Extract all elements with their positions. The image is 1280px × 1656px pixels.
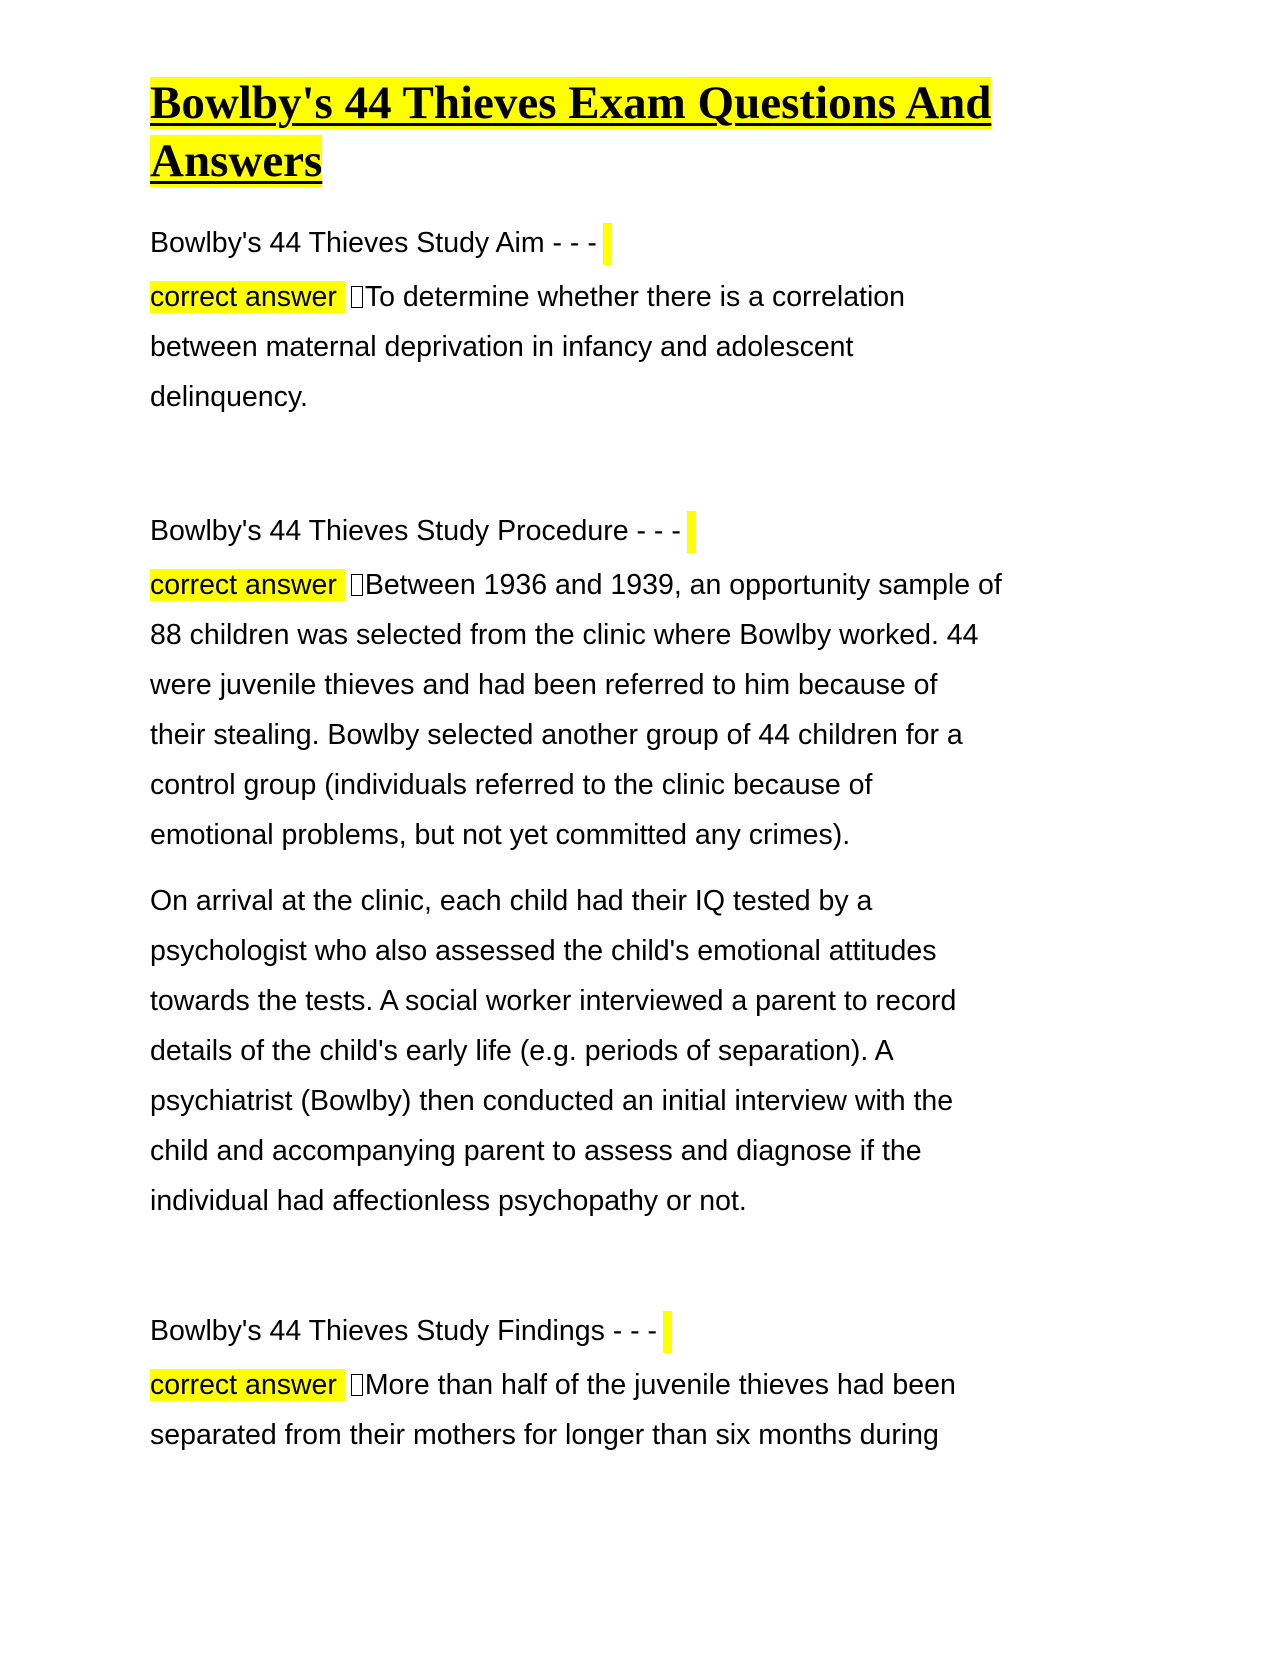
document-title	[150, 74, 991, 190]
answer-line: emotional problems, but not yet committed any crimes).	[150, 819, 851, 851]
question-text: Bowlby's 44 Thieves Study Findings - - -	[150, 1315, 658, 1347]
missing-glyph-icon	[351, 574, 363, 596]
answer-line: control group (individuals referred to the clinic because of	[150, 769, 873, 801]
paragraph-line: On arrival at the clinic, each child had their IQ tested by a	[150, 885, 873, 917]
question-text: Bowlby's 44 Thieves Study Aim - - -	[150, 227, 597, 259]
answer-line: were juvenile thieves and had been referred to him because of	[150, 669, 938, 701]
title-line-1: Bowlby's 44 Thieves Exam Questions And	[150, 77, 992, 129]
answer-line: To determine whether there is a correlation	[364, 281, 906, 313]
title-line-2: Answers	[150, 135, 323, 187]
qa-item-aim	[150, 218, 905, 422]
question-text: Bowlby's 44 Thieves Study Procedure - - -	[150, 515, 681, 547]
answer-line: delinquency.	[150, 381, 308, 413]
question-line	[150, 218, 905, 268]
paragraph-line: psychiatrist (Bowlby) then conducted an initial interview with the	[150, 1085, 954, 1117]
qa-item-findings	[150, 1306, 956, 1460]
correct-answer-label: correct answer	[150, 1369, 345, 1401]
correct-answer-label: correct answer	[150, 569, 345, 601]
highlight-mark	[663, 1311, 672, 1353]
answer-line: 88 children was selected from the clinic where Bowlby worked. 44	[150, 619, 979, 651]
highlight-mark	[687, 511, 696, 553]
correct-answer-label: correct answer	[150, 281, 345, 313]
answer-line: separated from their mothers for longer than six months during	[150, 1419, 939, 1451]
qa-item-procedure	[150, 506, 1002, 1226]
highlight-mark	[603, 223, 612, 265]
answer-line: More than half of the juvenile thieves had been	[364, 1369, 956, 1401]
paragraph-line: child and accompanying parent to assess and diagnose if the	[150, 1135, 922, 1167]
missing-glyph-icon	[351, 1374, 363, 1396]
answer-line: Between 1936 and 1939, an opportunity sample of	[364, 569, 1002, 601]
paragraph-line: individual had affectionless psychopathy or not.	[150, 1185, 747, 1217]
answer-line: between maternal deprivation in infancy and adolescent	[150, 331, 854, 363]
question-line	[150, 1306, 956, 1356]
question-line	[150, 506, 1002, 556]
answer-line: their stealing. Bowlby selected another group of 44 children for a	[150, 719, 963, 751]
paragraph-line: details of the child's early life (e.g. periods of separation). A	[150, 1035, 894, 1067]
paragraph-line: towards the tests. A social worker interviewed a parent to record	[150, 985, 957, 1017]
missing-glyph-icon	[351, 286, 363, 308]
paragraph-line: psychologist who also assessed the child's emotional attitudes	[150, 935, 937, 967]
